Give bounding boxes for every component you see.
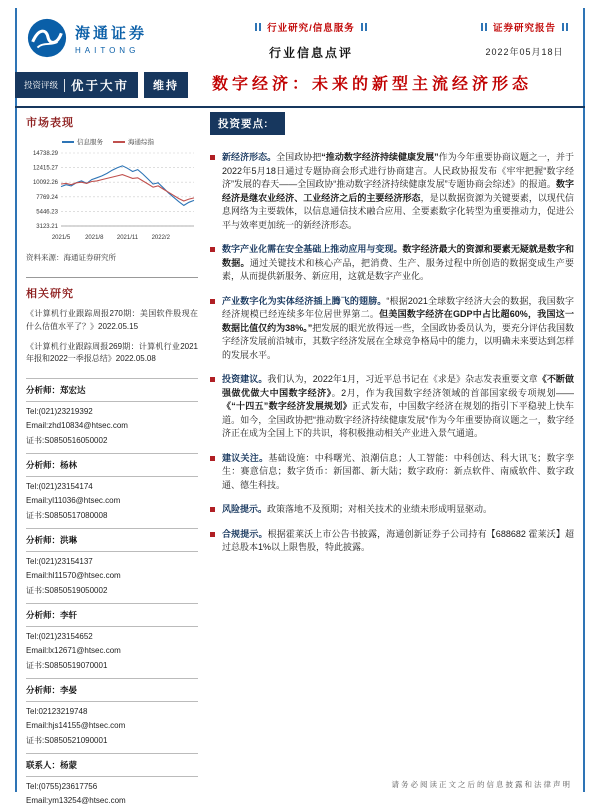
rating-status-box bbox=[144, 72, 188, 98]
bullet-marker-icon bbox=[210, 155, 215, 160]
bullet-segment: ，是以数据资源为关键要素，以现代信息网络为主要载体，以信息通信技术融合应用、全要素数字化转型为重要推动力，促进公平与效率更加统一的新经济形态。 bbox=[222, 192, 574, 230]
bullet-segment: 数字经济是继农业经济、工业经济之后的主要经济形态 bbox=[222, 179, 574, 203]
bullet-lead: 投资建议。 bbox=[222, 374, 268, 384]
bullet-text bbox=[222, 452, 574, 493]
bullet-marker-icon bbox=[210, 377, 215, 382]
header-center bbox=[249, 12, 373, 64]
analyst-tel: Tel:(021)23154652 bbox=[26, 632, 93, 642]
bullet-segment: 我们认为，2022年1月，习近平总书记在《求是》杂志发表重要文章 bbox=[267, 374, 538, 384]
bullet-lead: 建议关注。 bbox=[222, 452, 269, 463]
legal-disclaimer: 请务必阅读正文之后的信息披露和法律声明 bbox=[391, 780, 572, 789]
analyst-email: Email:ym13254@htsec.com bbox=[26, 796, 126, 806]
bullet-marker-icon bbox=[210, 456, 215, 461]
main-content bbox=[210, 112, 574, 566]
bullet-segment: 政策落地不及预期；对相关技术的业绩未形成明显驱动。 bbox=[267, 504, 493, 514]
bullet-text bbox=[222, 295, 574, 363]
analyst-block bbox=[26, 603, 198, 678]
bullet-segment: “推动数字经济持续健康发展” bbox=[321, 152, 439, 162]
bullet-lead: 产业数字化为实体经济插上腾飞的翅膀。 bbox=[222, 295, 387, 306]
bullet-segment: 但美国数字经济在GDP中占比超60%，我国这一数据比值仅约为38%。” bbox=[222, 309, 574, 333]
svg-text:5446.23: 5446.23 bbox=[36, 209, 58, 216]
market-chart bbox=[26, 137, 198, 247]
analyst-block bbox=[26, 528, 198, 603]
analyst-list bbox=[26, 378, 198, 812]
analyst-name: 联系人：杨蒙 bbox=[26, 759, 198, 777]
report-header bbox=[26, 12, 574, 64]
sidebar bbox=[26, 114, 198, 812]
brand-logo-text bbox=[75, 22, 147, 55]
bullet-lead: 风险提示。 bbox=[222, 504, 268, 514]
analyst-cert: 证书:S0850521090001 bbox=[26, 736, 108, 746]
report-date: 2022年05月18日 bbox=[485, 47, 564, 58]
svg-text:12415.27: 12415.27 bbox=[32, 165, 58, 172]
bullet-item bbox=[210, 373, 574, 441]
header-right bbox=[475, 12, 574, 64]
analyst-block bbox=[26, 678, 198, 753]
svg-text:2021/8: 2021/8 bbox=[85, 235, 104, 241]
legend-label: 信息服务 bbox=[77, 139, 103, 146]
analyst-block bbox=[26, 753, 198, 812]
market-chart-plot bbox=[26, 148, 198, 242]
bullet-marker-icon bbox=[210, 247, 215, 252]
rating-box bbox=[15, 72, 138, 98]
related-report: 《计算机行业跟踪周报270期：美国软件股现在什么估值水平了？》2022.05.15 bbox=[26, 309, 198, 331]
analyst-cert: 证书:S0850516050002 bbox=[26, 436, 108, 446]
bullet-marker-icon bbox=[210, 299, 215, 304]
legend-item bbox=[62, 137, 103, 146]
svg-text:2022/2: 2022/2 bbox=[151, 235, 170, 241]
header-ornament-icon bbox=[360, 18, 368, 36]
report-category: 行业研究/信息服务 bbox=[267, 23, 355, 35]
related-report: 《计算机行业跟踪周报269期：计算机行业2021年报和2022一季报总结》2022.05.08 bbox=[26, 341, 198, 364]
analyst-cert: 证书:S0850517080008 bbox=[26, 511, 108, 521]
right-border-rule bbox=[583, 8, 585, 792]
related-research-list bbox=[26, 308, 198, 366]
svg-text:3123.21: 3123.21 bbox=[36, 224, 58, 230]
rating-label: 投资评级 bbox=[24, 80, 59, 90]
analyst-email: Email:yl11036@htsec.com bbox=[26, 496, 121, 506]
left-border-rule bbox=[15, 8, 17, 792]
bullet-segment: 基础设施：中科曙光、浪潮信息；人工智能：中科创达、科大讯飞；数字孪生：赛意信息；数字货币：新国都、新大陆；数字政府：新点软件、南威软件、数字政通、德生科技。 bbox=[222, 452, 574, 490]
bullet-segment: 全国政协把 bbox=[276, 152, 322, 162]
bullet-segment: “根据2021全球数字经济大会的数据，我国数字经济规模已经连续多年位居世界第二。 bbox=[222, 295, 574, 319]
analyst-name: 分析师：郑宏达 bbox=[26, 384, 198, 402]
analyst-tel: Tel:(021)23154174 bbox=[26, 482, 93, 492]
bullet-segment: 正式发布，中国数字经济在规划的指引下平稳驶上快车道。如今，全国政协把“推动数字经济持续健康发展”作为今年重要协商议题之一，数字经济正在成为全国上下的共识，将积极推动相关产业进入景气通道。 bbox=[222, 401, 574, 438]
bullet-segment: 把发展的眼光放得远一些，全国政协委员认为，要充分评估我国数字经济发展前沿城市，其数字经济发展在全球竞争格局中的能力，以明确未来要达到怎样的发展水平。 bbox=[222, 322, 574, 360]
header-ornament-icon bbox=[254, 18, 262, 36]
analyst-name: 分析师：洪琳 bbox=[26, 534, 198, 552]
analyst-name: 分析师：李轩 bbox=[26, 609, 198, 627]
bullet-marker-icon bbox=[210, 532, 215, 537]
analyst-tel: Tel:02123219748 bbox=[26, 707, 88, 717]
haitong-logo-icon bbox=[26, 17, 68, 59]
rating-divider bbox=[64, 79, 65, 92]
brand-logo bbox=[26, 12, 147, 64]
bullet-item bbox=[210, 243, 574, 284]
bullet-item bbox=[210, 151, 574, 232]
brand-name-cn: 海通证券 bbox=[75, 24, 148, 42]
bullet-lead: 合规提示。 bbox=[222, 528, 268, 539]
svg-text:14738.29: 14738.29 bbox=[32, 151, 58, 157]
legend-item bbox=[113, 137, 154, 146]
rating-value: 优于大市 bbox=[71, 79, 130, 93]
bullet-item bbox=[210, 452, 574, 493]
analyst-cert: 证书:S0850519050002 bbox=[26, 586, 108, 596]
svg-text:10092.26: 10092.26 bbox=[32, 180, 58, 187]
bullet-lead: 数字产业化需在安全基础上推动应用与变现。 bbox=[222, 244, 403, 254]
bullet-segment: 通过关键技术和核心产品，把消费、生产、服务过程中所创造的数据变成生产要素，从而提供新服务、新应用，这就是数字产业化。 bbox=[222, 257, 574, 281]
analyst-block bbox=[26, 378, 198, 453]
related-research-heading: 相关研究 bbox=[26, 277, 198, 301]
analyst-tel: Tel:(021)23154137 bbox=[26, 557, 93, 567]
brand-name-en: HAITONG bbox=[75, 45, 140, 55]
bullet-segment: 数字经济最大的资源和要素无疑就是数字和数据。 bbox=[222, 244, 574, 268]
key-points-list bbox=[210, 151, 574, 555]
analyst-email: Email:zhd10834@htsec.com bbox=[26, 421, 128, 431]
legend-label: 海通综指 bbox=[128, 139, 154, 146]
analyst-block bbox=[26, 453, 198, 528]
header-ornament-icon bbox=[480, 18, 488, 36]
rating-bar bbox=[15, 72, 188, 98]
bullet-segment: 作为今年重要协商议题之一，并于2022年5月18日通过专题协商会形式进行协商建言。人民政协报发布《牢牢把握“数字经济”发展的春天——全国政协“推动数字经济持续健康发展”专题协商会综述》的报道。 bbox=[222, 152, 574, 189]
analyst-email: Email:hl11570@htsec.com bbox=[26, 571, 121, 581]
legend-swatch-icon bbox=[62, 141, 74, 143]
legend-swatch-icon bbox=[113, 141, 125, 143]
analyst-email: Email:hjs14155@htsec.com bbox=[26, 721, 126, 731]
bullet-lead: 新经济形态。 bbox=[222, 152, 277, 162]
svg-text:7769.24: 7769.24 bbox=[36, 194, 58, 201]
bullet-marker-icon bbox=[210, 507, 215, 512]
bullet-segment: 《不断做强做优做大中国数字经济》 bbox=[222, 374, 574, 398]
bullet-item bbox=[210, 295, 574, 363]
header-ornament-icon bbox=[561, 18, 569, 36]
chart-source-note: 资料来源：海通证券研究所 bbox=[26, 253, 116, 262]
market-performance-heading: 市场表现 bbox=[26, 117, 74, 129]
bullet-text bbox=[222, 503, 492, 517]
bullet-item bbox=[210, 503, 574, 517]
key-points-heading: 投资要点: bbox=[210, 112, 285, 135]
bullet-segment: 根据霍莱沃上市公告书披露，海通创新证券子公司持有【688682 霍莱沃】超过总股本1%以上限售股，特此披露。 bbox=[222, 528, 574, 552]
analyst-tel: Tel:(021)23219392 bbox=[26, 407, 93, 417]
report-type-label: 证券研究报告 bbox=[492, 23, 556, 35]
chart-legend bbox=[62, 137, 198, 146]
analyst-name: 分析师：李晏 bbox=[26, 684, 198, 702]
svg-text:2021/5: 2021/5 bbox=[51, 235, 71, 241]
bullet-item bbox=[210, 528, 574, 555]
report-subcategory: 行业信息点评 bbox=[268, 46, 353, 61]
page-title: 数字经济：未来的新型主流经济形态 bbox=[212, 76, 533, 93]
header-divider-rule bbox=[15, 106, 585, 108]
analyst-tel: Tel:(0755)23617756 bbox=[26, 782, 98, 792]
bullet-text bbox=[222, 151, 574, 232]
rating-status: 维持 bbox=[153, 80, 180, 92]
bullet-text bbox=[222, 528, 574, 555]
bullet-segment: 《“十四五”数字经济发展规划》 bbox=[222, 401, 352, 411]
bullet-segment: 。2月，作为我国数字经济领域的首部国家级专项规划—— bbox=[331, 387, 574, 398]
analyst-email: Email:lx12671@htsec.com bbox=[26, 646, 121, 656]
analyst-cert: 证书:S0850519070001 bbox=[26, 661, 108, 671]
svg-text:2021/11: 2021/11 bbox=[116, 235, 139, 241]
analyst-name: 分析师：杨林 bbox=[26, 459, 198, 477]
bullet-text bbox=[222, 373, 574, 441]
bullet-text bbox=[222, 243, 574, 284]
